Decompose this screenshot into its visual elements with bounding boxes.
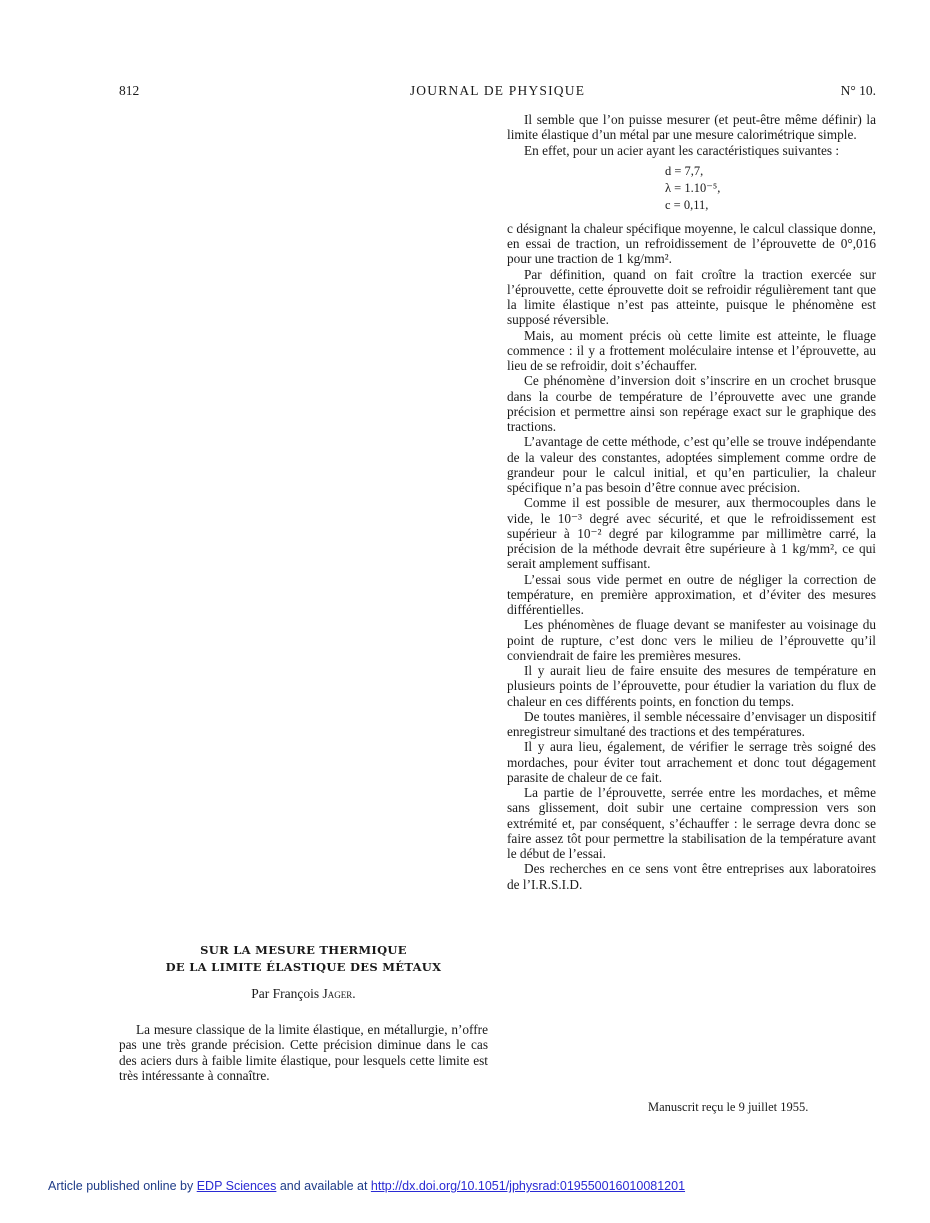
article-heading-block — [119, 942, 488, 1083]
article-title — [119, 942, 488, 976]
paragraph: Il y aurait lieu de faire ensuite des mesures de température en plusieurs points de l’éprouvette, pour étudier la variation du flux de chaleur en ces différents points, en fonction du temps. — [507, 663, 876, 709]
paragraph: Par définition, quand on fait croître la traction exercée sur l’éprouvette, cette éprouvette doit se refroidir régulièrement tant que la limite élastique n’est pas atteinte, puisque le phénomène est supposé réversible. — [507, 266, 876, 328]
doi-link[interactable]: http://dx.doi.org/10.1051/jphysrad:019550016010081201 — [370, 1179, 686, 1193]
paragraph: L’avantage de cette méthode, c’est qu’elle se trouve indépendante de la valeur des constantes, adoptées simplement comme ordre de grandeur pour le calcul initial, et qu’en particulier, la chaleur spécifique n’a pas besoin d’être connue avec précision. — [507, 434, 876, 495]
paragraph: Mais, au moment précis où cette limite est atteinte, le fluage commence : il y a frottement moléculaire intense et l’éprouvette, au lieu de se refroidir, doit s’échauffer. — [507, 327, 876, 373]
paragraph: L’essai sous vide permet en outre de négliger la correction de température, en première approximation, et d’éviter des mesures différentielles. — [507, 571, 876, 617]
journal-name: JOURNAL DE PHYSIQUE — [409, 83, 586, 98]
paragraph: De toutes manières, il semble nécessaire d’envisager un dispositif enregistreur simultané des tractions et des températures. — [507, 708, 876, 739]
formula-line: c = 0,11, — [665, 197, 709, 212]
page-number: 812 — [119, 83, 140, 98]
author-prefix: Par François — [251, 986, 323, 1001]
paragraph: Ce phénomène d’inversion doit s’inscrire en un crochet brusque dans la courbe de température de l’éprouvette avec une grande précision et permettre ainsi son repérage exact sur le graphique des tractions. — [507, 373, 876, 434]
paragraph: Il semble que l’on puisse mesurer (et peut-être même définir) la limite élastique d’un métal par une mesure calorimétrique simple. — [507, 112, 876, 143]
title-line: SUR LA MESURE THERMIQUE — [200, 943, 407, 957]
paragraph: Il y aura lieu, également, de vérifier le serrage très soigné des mordaches, pour éviter tout arrachement et donc tout dégagement parasite de chaleur de ce fait. — [507, 739, 876, 785]
title-line: DE LA LIMITE ÉLASTIQUE DES MÉTAUX — [165, 960, 442, 974]
issue-number: N° 10. — [840, 83, 876, 98]
publication-footer — [48, 1179, 685, 1193]
paragraph: c désignant la chaleur spécifique moyenne, le calcul classique donne, en essai de traction, un refroidissement de l’éprouvette de 0°,016 pour une traction de 1 kg/mm². — [507, 220, 876, 267]
formula-block — [665, 163, 876, 214]
author-surname: Jager. — [322, 986, 356, 1001]
running-header — [119, 83, 876, 101]
abstract: La mesure classique de la limite élastique, en métallurgie, n’offre pas une très grande précision. Cette précision diminue dans le cas des aciers durs à faible limite élastique, pour lesquels cette limite est très intéressante à connaître. — [119, 1022, 488, 1083]
footer-text: Article published online by — [48, 1179, 197, 1193]
formula-line: λ = 1.10⁻⁵, — [665, 180, 721, 195]
paragraph: Les phénomènes de fluage devant se manifester au voisinage du point de rupture, c’est donc vers le milieu de l’éprouvette qu’il conviendrait de faire les premières mesures. — [507, 617, 876, 663]
edp-sciences-link[interactable]: EDP Sciences — [196, 1179, 277, 1193]
paragraph: Des recherches en ce sens vont être entreprises aux laboratoires de l’I.R.S.I.D. — [507, 861, 876, 892]
footer-text: and available at — [276, 1179, 371, 1193]
right-column — [507, 112, 876, 892]
author-line — [119, 986, 488, 1002]
formula-line: d = 7,7, — [665, 163, 704, 178]
paragraph: Comme il est possible de mesurer, aux thermocouples dans le vide, le 10⁻³ degré avec sécurité, et que le refroidissement est supérieur à 10⁻² degré par kilogramme par millimètre carré, la précision de la méthode devrait être supérieure à 1 kg/mm², ce qui serait amplement suffisant. — [507, 495, 876, 572]
paragraph: La partie de l’éprouvette, serrée entre les mordaches, et même sans glissement, doit subir une certaine compression vers son extrémité et, par conséquent, s’échauffer : le serrage devra donc se faire assez tôt pour permettre la stabilisation de la température avant le début de l’essai. — [507, 785, 876, 861]
received-date: Manuscrit reçu le 9 juillet 1955. — [648, 1100, 809, 1114]
paragraph: En effet, pour un acier ayant les caractéristiques suivantes : — [524, 142, 840, 158]
